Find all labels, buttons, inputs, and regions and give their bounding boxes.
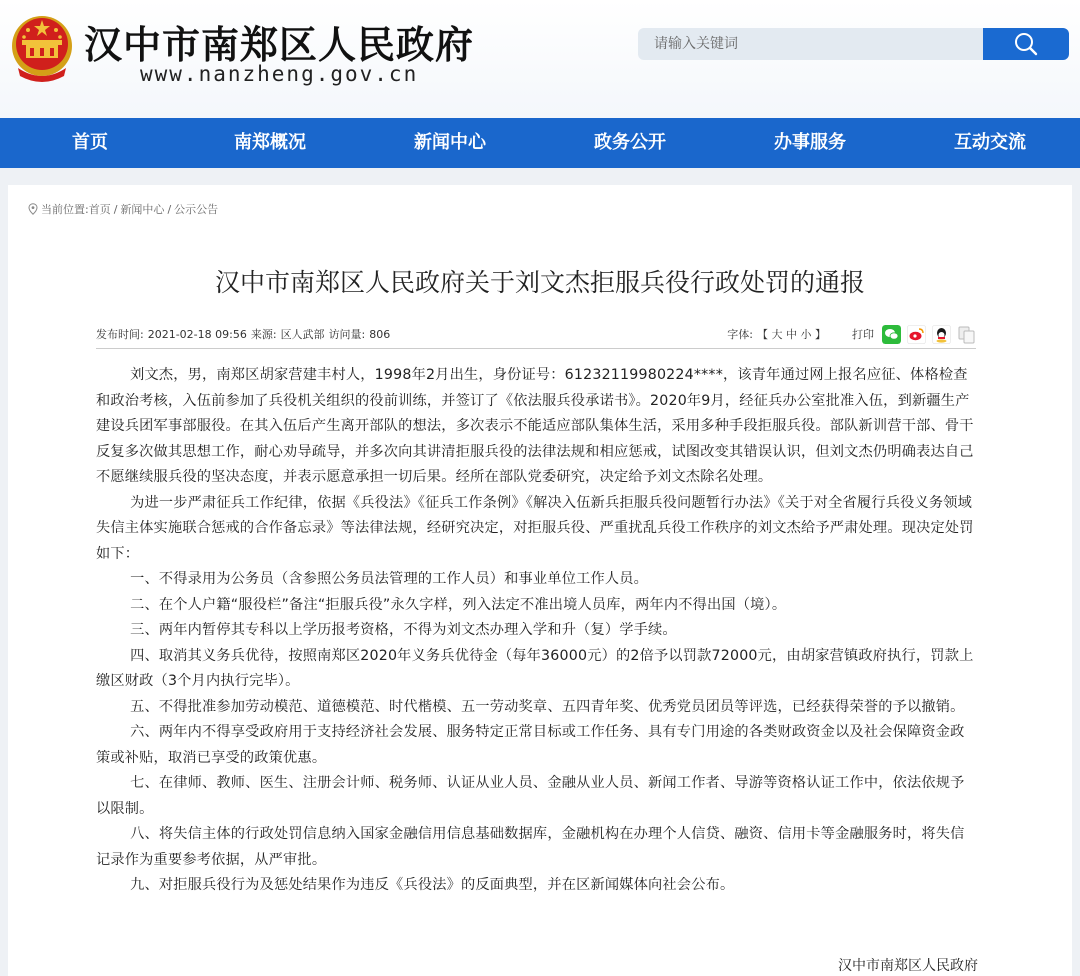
breadcrumb-home[interactable]: 首页 xyxy=(88,203,111,216)
article-paragraph: 四、取消其义务兵优待，按照南郑区2020年义务兵优待金（每年36000元）的2倍予以罚款72000元，由胡家营镇政府执行，罚款上缴区财政（3个月内执行完毕）。 xyxy=(96,647,974,689)
site-header xyxy=(0,0,1080,118)
main-nav xyxy=(0,118,1080,168)
article-paragraph: 刘文杰，男，南郑区胡家营建丰村人，1998年2月出生，身份证号：61232119980224****，该青年通过网上报名应征、体格检查和政治考核，入伍前参加了兵役机关组织的役前训练，并签订了《依法服兵役承诺书》。2020年9月，经征兵办公室批准入伍，到新疆生产建设兵团军事部服役。在其入伍后产生离开部队的想法，多次表示不能适应部队集体生活，采用多种手段拒服兵役。部队新训营干部、骨干反复多次做其思想工作，耐心劝导疏导，并多次向其讲清拒服兵役的法律法规和相应惩戒，试图改变其错误认识，但刘文杰仍明确表达自己不愿继续服兵役的坚决态度，并表示愿意承担一切后果。经所在部队党委研究，决定给予刘文杰除名处理。 xyxy=(96,367,974,485)
location-pin-icon xyxy=(28,203,38,215)
article-body xyxy=(96,363,976,899)
source: 区人武部 xyxy=(280,328,325,341)
breadcrumb-prefix: 当前位置: xyxy=(41,203,89,216)
publish-time-label: 发布时间: xyxy=(96,328,144,341)
article-meta xyxy=(96,323,976,345)
views-count: 806 xyxy=(369,327,391,341)
qq-icon[interactable] xyxy=(932,325,951,344)
article-signature: 汉中市南郑区人民政府 xyxy=(838,958,978,974)
views-label: 访问量: xyxy=(328,328,366,341)
article-paragraph: 八、将失信主体的行政处罚信息纳入国家金融信用信息基础数据库，金融机构在办理个人信贷、融资、信用卡等金融服务时，将失信记录作为重要参考依据，从严审批。 xyxy=(96,826,965,868)
copy-icon[interactable] xyxy=(957,325,976,344)
wechat-icon[interactable] xyxy=(882,325,901,344)
article-paragraph: 一、不得录用为公务员（含参照公务员法管理的工作人员）和事业单位工作人员。 xyxy=(130,571,649,587)
weibo-icon[interactable] xyxy=(907,325,926,344)
article-container xyxy=(8,185,1072,976)
print-button[interactable]: 打印 xyxy=(852,328,874,341)
search-icon xyxy=(1013,31,1039,57)
site-title[interactable]: 汉中市南郑区人民政府 xyxy=(84,23,475,67)
breadcrumb xyxy=(28,201,218,217)
meta-divider xyxy=(96,348,976,349)
font-size-label: 字体: xyxy=(727,328,753,341)
nav-item-news[interactable]: 新闻中心 xyxy=(414,132,486,153)
article-paragraph: 三、两年内暂停其专科以上学历报考资格，不得为刘文杰办理入学和升（复）学手续。 xyxy=(130,622,677,638)
search-input[interactable] xyxy=(638,28,983,60)
nav-item-interaction[interactable]: 互动交流 xyxy=(954,132,1026,153)
article-paragraph: 五、不得批准参加劳动模范、道德模范、时代楷模、五一劳动奖章、五四青年奖、优秀党员团员等评选，已经获得荣誉的予以撤销。 xyxy=(130,698,965,715)
nav-item-overview[interactable]: 南郑概况 xyxy=(234,132,306,153)
publish-time: 2021-02-18 09:56 xyxy=(147,327,247,341)
nav-item-home[interactable]: 首页 xyxy=(72,132,108,153)
article-tools xyxy=(727,325,976,344)
national-emblem-icon[interactable] xyxy=(8,10,76,86)
nav-item-services[interactable]: 办事服务 xyxy=(774,132,846,153)
article-paragraph: 为进一步严肃征兵工作纪律，依据《兵役法》《征兵工作条例》《解决入伍新兵拒服兵役问题暂行办法》《关于对全省履行兵役义务领域失信主体实施联合惩戒的合作备忘录》等法律法规，经研究决定，对拒服兵役、严重扰乱兵役工作秩序的刘文杰给予严肃处理。现决定处罚如下： xyxy=(96,494,974,562)
article-title: 汉中市南郑区人民政府关于刘文杰拒服兵役行政处罚的通报 xyxy=(214,268,865,297)
article-paragraph: 七、在律师、教师、医生、注册会计师、税务师、认证从业人员、金融从业人员、新闻工作者、导游等资格认证工作中，依法依规予以限制。 xyxy=(96,775,965,817)
article-paragraph: 六、两年内不得享受政府用于支持经济社会发展、服务特定正常目标或工作任务、具有专门用途的各类财政资金以及社会保障资金政策或补贴，取消已享受的政策优惠。 xyxy=(96,724,965,766)
search-button[interactable] xyxy=(983,28,1069,60)
article-paragraph: 二、在个人户籍“服役栏”备注“拒服兵役”永久字样，列入法定不准出境人员库，两年内不得出国（境）。 xyxy=(130,596,787,613)
nav-item-gov-affairs[interactable]: 政务公开 xyxy=(594,132,666,153)
site-url[interactable]: www.nanzheng.gov.cn xyxy=(140,62,419,86)
font-size-options[interactable]: 【 大 中 小 】 xyxy=(757,328,826,341)
source-label: 来源: xyxy=(250,328,277,341)
breadcrumb-separator: / xyxy=(113,202,118,216)
breadcrumb-news[interactable]: 新闻中心 xyxy=(120,203,165,216)
breadcrumb-separator: / xyxy=(167,202,172,216)
article-paragraph: 九、对拒服兵役行为及惩处结果作为违反《兵役法》的反面典型，并在区新闻媒体向社会公布。 xyxy=(130,877,735,893)
breadcrumb-notices[interactable]: 公示公告 xyxy=(174,203,219,216)
